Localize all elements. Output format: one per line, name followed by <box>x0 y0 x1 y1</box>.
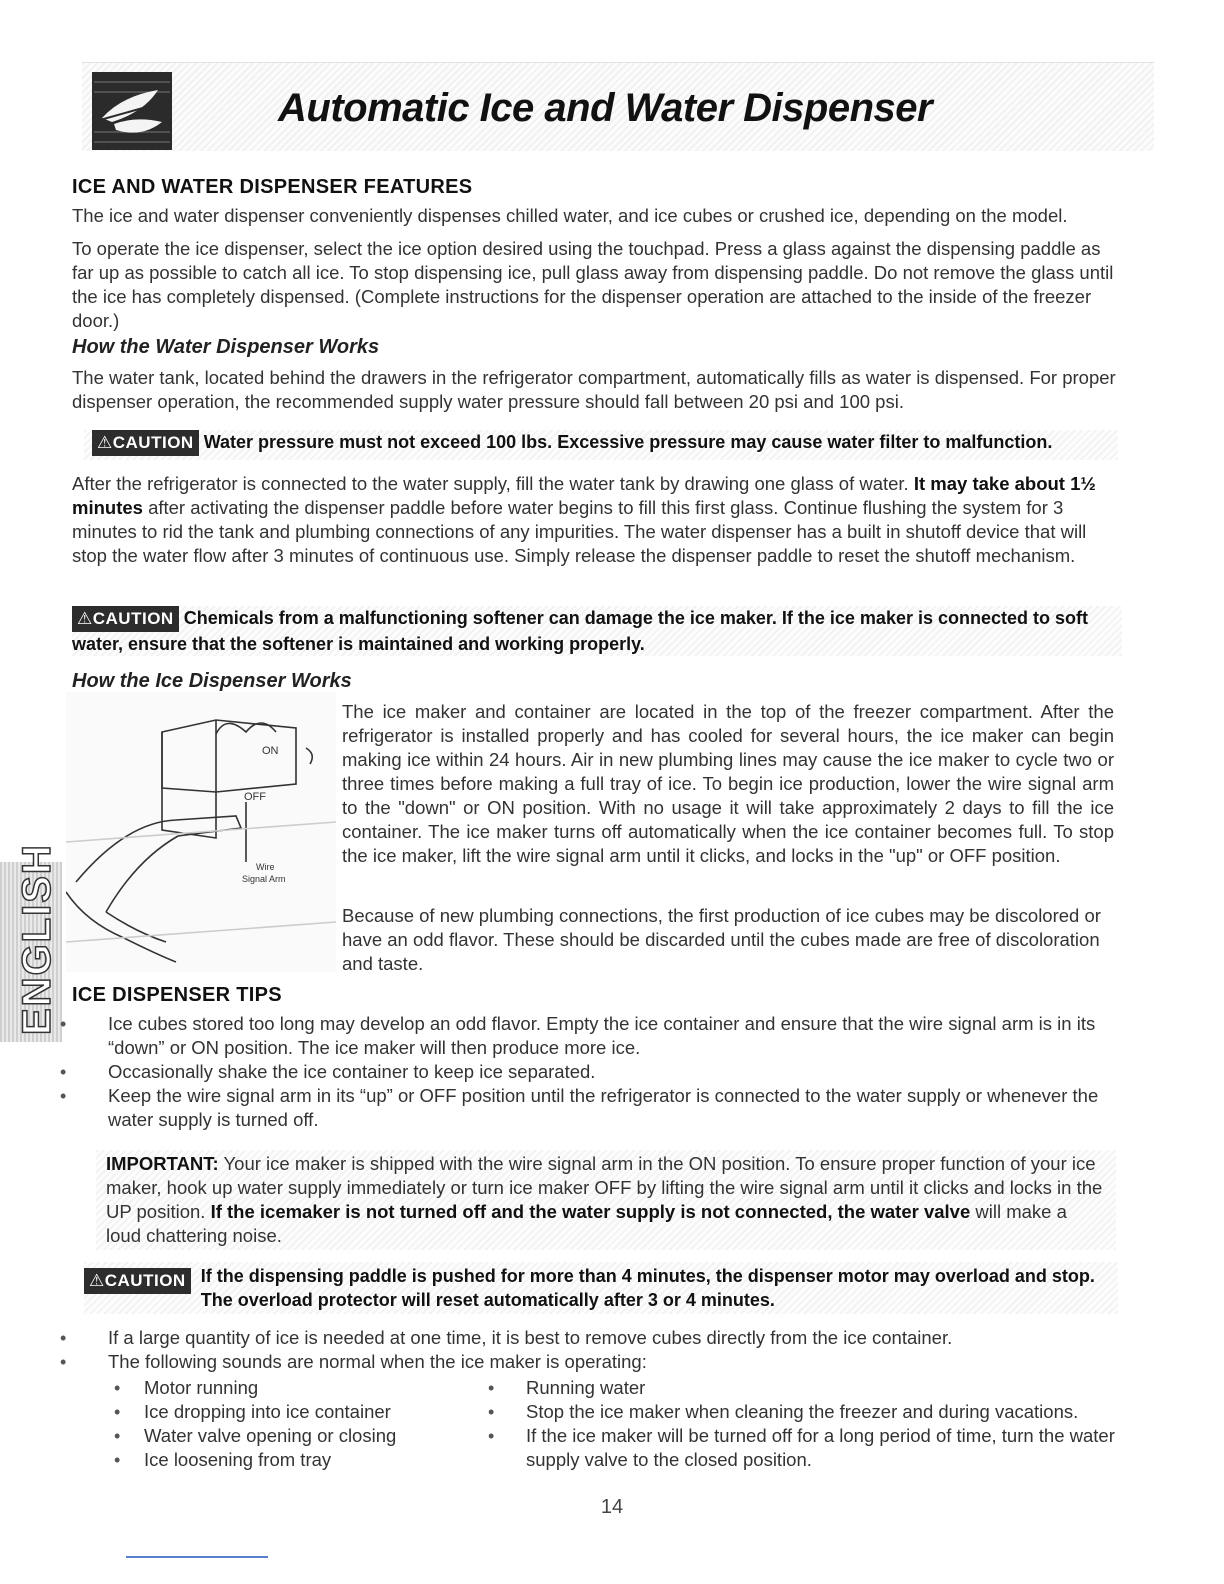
water-p2-start: After the refrigerator is connected to the water supply, fill the water tank by drawing one glass of water. <box>72 473 909 494</box>
footer-line <box>126 1556 268 1558</box>
caution-text: Chemicals from a malfunctioning softener can damage the ice maker. If the ice maker is connected to soft water, ensure that the softener is maintained and working properly. <box>72 608 1088 654</box>
page-title: Automatic Ice and Water Dispenser <box>278 86 933 130</box>
sound-item: • Motor running <box>114 1377 259 1398</box>
illus-on-label: ON <box>262 745 279 757</box>
ice-paragraph-1: The ice maker and container are located in the top of the freezer compartment. After the refrigerator is installed properly and has cooled for several hours, the ice maker can begin making ice within 24 hours. Air in new plumbing lines may cause the ice maker to cycle two or three times before making a full tray of ice. To begin ice production, lower the wire signal arm to the "down" or ON position. With no usage it will take approximately 2 days to fill the ice container. The ice maker turns off automatically when the ice container becomes full. To stop the ice maker, lift the wire signal arm until it clicks, and locks in the "up" or OFF position. <box>342 701 1114 866</box>
caution-badge: ⚠CAUTION <box>72 606 179 632</box>
sounds-list-right <box>488 1376 1118 1472</box>
sound-item: • Water valve opening or closing <box>114 1425 397 1446</box>
tip-item: • Keep the wire signal arm in its “up” or OFF position until the refrigerator is connected to the water supply or whenever the water supply is turned off. <box>60 1085 1099 1130</box>
sound-item: • If the ice maker will be turned off for a long period of time, turn the water supply valve to the closed position. <box>488 1425 1115 1470</box>
tip-item: • Occasionally shake the ice container to keep ice separated. <box>60 1061 596 1082</box>
caution-badge: ⚠CAUTION <box>84 1268 191 1294</box>
features-paragraph-2: To operate the ice dispenser, select the ice option desired using the touchpad. Press a glass against the dispensing paddle as far up as possible to catch all ice. To stop dispensing ice, pull glass away from dispensing paddle. Do not remove the glass until the ice has completely dispensed. (Complete instructions for the dispenser operation are attached to the inside of the freezer door.) <box>72 238 1114 331</box>
important-label: IMPORTANT: <box>106 1153 219 1174</box>
ice-paragraph-2: Because of new plumbing connections, the first production of ice cubes may be discolored or have an odd flavor. These should be discarded until the cubes made are free of discoloration and taste. <box>342 905 1101 974</box>
water-p2-bold: It may take about 1½ minutes <box>72 473 1096 518</box>
water-p2-end: after activating the dispenser paddle before water begins to fill this first glass. Continue flushing the system for 3 minutes to rid the tank and plumbing connections of any impurities. The water dispenser has a built in shutoff device that will stop the water flow after 3 minutes of continuous use. Simply release the dispenser paddle to reset the shutoff mechanism. <box>72 497 1087 566</box>
tips-list <box>60 1012 1118 1132</box>
tips-heading: ICE DISPENSER TIPS <box>72 984 282 1006</box>
page-number: 14 <box>600 1496 624 1518</box>
sounds-list-left <box>114 1376 464 1472</box>
caution-text: Water pressure must not exceed 100 lbs. Excessive pressure may cause water filter to malfunction. <box>203 432 1053 452</box>
ice-maker-illustration <box>66 692 336 972</box>
caution-text: If the dispensing paddle is pushed for more than 4 minutes, the dispenser motor may overload and stop. The overload protector will reset automatically after 3 or 4 minutes. <box>200 1266 1095 1310</box>
caution-badge: ⚠CAUTION <box>92 430 199 456</box>
features-paragraph-1: The ice and water dispenser conveniently dispenses chilled water, and ice cubes or crushed ice, depending on the model. <box>72 205 1068 226</box>
sound-item: • Ice loosening from tray <box>114 1449 332 1470</box>
sound-item: • Stop the ice maker when cleaning the freezer and during vacations. <box>488 1401 1079 1422</box>
sound-item: • Running water <box>488 1377 646 1398</box>
tip-item: • Ice cubes stored too long may develop an odd flavor. Empty the ice container and ensure that the wire signal arm is in its “down” or ON position. The ice maker will then produce more ice. <box>60 1013 1096 1058</box>
water-heading: How the Water Dispenser Works <box>72 336 380 358</box>
tips-list-2 <box>60 1326 1118 1374</box>
caution-water-pressure <box>84 430 1118 460</box>
leaf-logo-icon <box>92 72 172 150</box>
caution-overload <box>84 1262 1118 1314</box>
important-note <box>96 1150 1116 1250</box>
ice-heading: How the Ice Dispenser Works <box>72 670 352 692</box>
tip-item: • The following sounds are normal when the ice maker is operating: <box>60 1351 647 1372</box>
tip-item: • If a large quantity of ice is needed at one time, it is best to remove cubes directly from the ice container. <box>60 1327 953 1348</box>
illus-wire-label: Wire <box>256 862 275 872</box>
important-text-a: Your ice maker is shipped with the wire signal arm in the ON position. To ensure proper function of your ice maker, hook up water supply immediately or turn ice maker OFF by lifting the wire signal arm until it clicks and locks in the UP position. <box>106 1153 1103 1222</box>
water-paragraph-1: The water tank, located behind the drawers in the refrigerator compartment, automatically fills as water is dispensed. For proper dispenser operation, the recommended supply water pressure should fall between 20 psi and 100 psi. <box>72 367 1116 412</box>
sound-item: • Ice dropping into ice container <box>114 1401 391 1422</box>
illus-signal-arm-label: Signal Arm <box>242 874 286 884</box>
important-text-bold: If the icemaker is not turned off and the water supply is not connected, the water valve <box>210 1201 971 1222</box>
language-side-label: ENGLISH <box>15 843 59 1035</box>
illus-off-label: OFF <box>244 791 266 803</box>
water-paragraph-2 <box>72 472 1122 568</box>
features-heading: ICE AND WATER DISPENSER FEATURES <box>72 176 473 198</box>
caution-softener <box>72 606 1122 656</box>
important-text-c: will make a loud chattering noise. <box>106 1201 1067 1246</box>
